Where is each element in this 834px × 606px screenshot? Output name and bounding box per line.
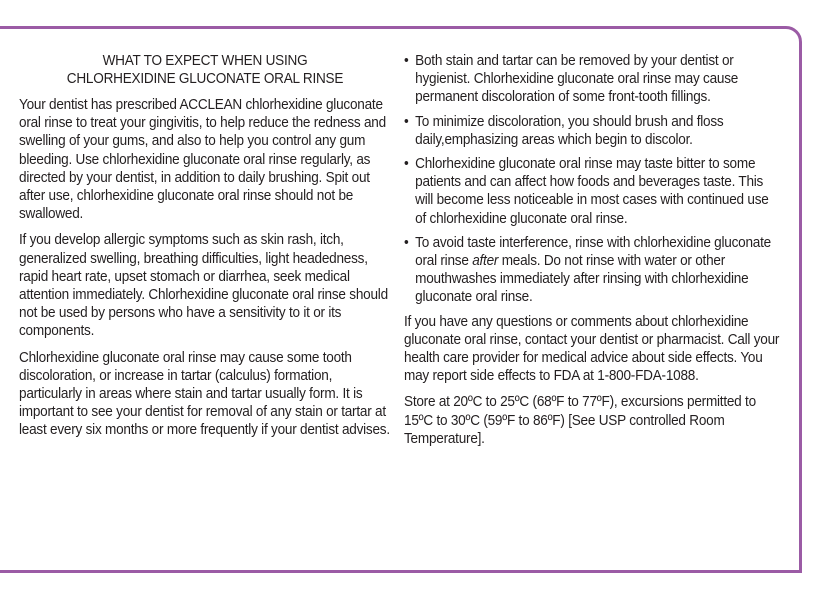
bullet-text: To minimize discoloration, you should brush and floss daily,emphasizing areas which begin to discolor. [415, 113, 724, 148]
right-column [404, 52, 781, 456]
bullet-text: Chlorhexidine gluconate oral rinse may taste bitter to some patients and can affect how foods and beverages taste. This will become less noticeable in most cases with continued use of chlorhexidine gluconate oral rinse. [415, 156, 769, 227]
heading-line-2: CHLORHEXIDINE GLUCONATE ORAL RINSE [66, 71, 344, 87]
left-column [19, 52, 391, 448]
paragraph-discoloration: Chlorhexidine gluconate oral rinse may cause some tooth discoloration, or increase in tartar (calculus) formation, particularly in areas where stain and tartar usually form. It is important to see your dentist for removal of any stain or tartar at least every six months or more frequently if your dentist advises. [19, 349, 390, 439]
paragraph-prescription: Your dentist has prescribed ACCLEAN chlorhexidine gluconate oral rinse to treat your gingivitis, to help reduce the redness and swelling of your gums, and also to help you control any gum bleeding. Use chlorhexidine gluconate oral rinse regularly, as directed by your dentist, in addition to daily brushing. Spit out after use, chlorhexidine gluconate oral rinse should not be swallowed. [19, 97, 386, 223]
paragraph-storage: Store at 20ºC to 25ºC (68ºF to 77ºF), excursions permitted to 15ºC to 30ºC (59ºF to 86ºF) [See USP controlled Room Temperature]. [404, 394, 756, 447]
bullet-dot-icon: • [404, 234, 409, 251]
bullet-dot-icon: • [404, 156, 409, 173]
bullet-dot-icon: • [404, 53, 409, 69]
paragraph-questions: If you have any questions or comments about chlorhexidine gluconate oral rinse, contact your dentist or pharmacist. Call your health care provider for medical advice about side effects. You may report side effects to FDA at 1-800-FDA-1088. [404, 313, 780, 385]
bullet-item-taste-interference [404, 234, 781, 307]
bullet-item-minimize-discoloration [404, 113, 781, 149]
bullet-dot-icon: • [404, 113, 409, 130]
section-heading [19, 52, 391, 88]
heading-line-1: WHAT TO EXPECT WHEN USING [102, 53, 308, 69]
bullet-item-stain-removal [404, 52, 781, 107]
bullet-text [415, 235, 771, 306]
bullet-text-part: To avoid taste interference, rinse with chlorhexidine gluconate oral rinse [415, 234, 771, 270]
bullet-text: Both stain and tartar can be removed by your dentist or hygienist. Chlorhexidine gluconate oral rinse may cause permanent discoloration of some front-tooth fillings. [415, 53, 739, 106]
bullet-text-part: meals. Do not rinse with water or other mouthwashes immediately after rinsing with chlorhexidine gluconate oral rinse. [415, 253, 749, 306]
paragraph-allergy-warning: If you develop allergic symptoms such as skin rash, itch, generalized swelling, breathing difficulties, light headedness, rapid heart rate, upset stomach or diarrhea, seek medical attention immediately. Chlorhexidine gluconate oral rinse should not be used by persons who have a sensitivity to it or its components. [19, 232, 388, 340]
emphasis-after: after [472, 253, 499, 270]
bullet-item-taste [404, 155, 781, 228]
